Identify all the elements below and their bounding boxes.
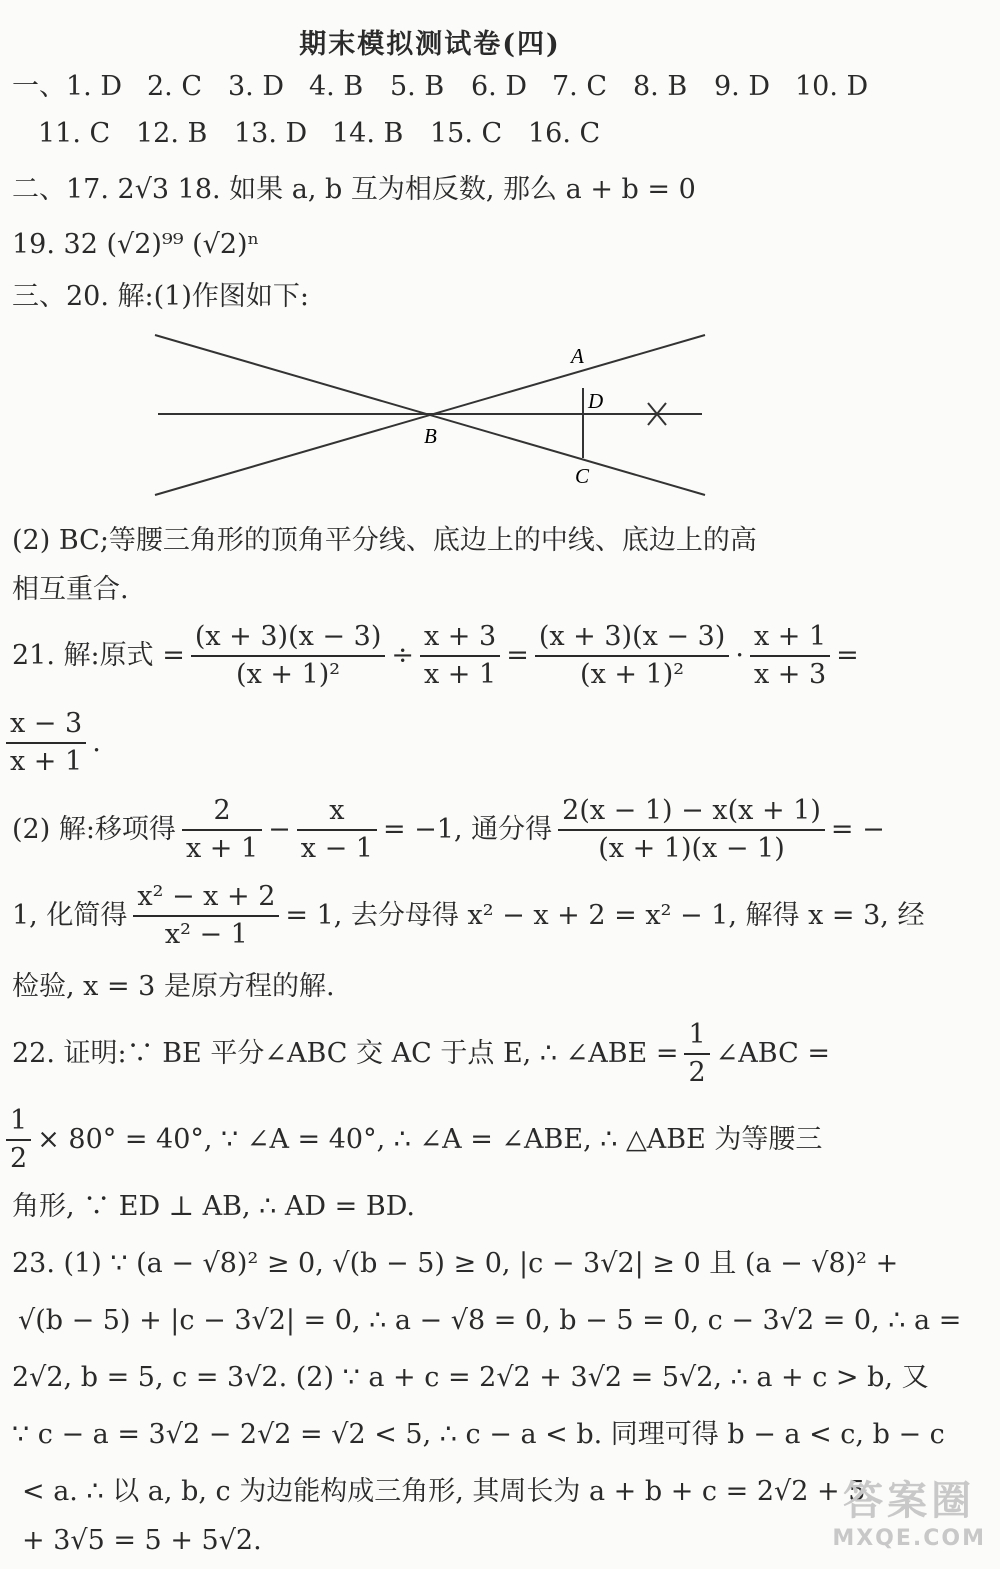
denominator: (x + 1)(x − 1) [598, 833, 785, 864]
fraction-half [684, 1017, 709, 1091]
answer: 9. D [714, 71, 770, 102]
answer: 2. C [147, 71, 203, 102]
answer: 13. D [234, 118, 308, 149]
operator: ÷ [391, 640, 414, 671]
answer: 15. C [430, 118, 503, 149]
answer: 5. B [390, 71, 445, 102]
fraction [6, 706, 86, 780]
q21-prefix: 21. 解:原式 = [12, 640, 185, 671]
q22-line3: 角形, ∵ ED ⊥ AB, ∴ AD = BD. [12, 1191, 415, 1222]
numerator: 1 [684, 1017, 709, 1055]
operator: = [506, 640, 529, 671]
label-b: B [424, 424, 437, 448]
operator: − [268, 814, 291, 845]
answer: 6. D [471, 71, 527, 102]
numerator: x² − x + 2 [133, 879, 279, 917]
q23-line1: 23. (1) ∵ (a − √8)² ≥ 0, √(b − 5) ≥ 0, |c − 3√2| ≥ 0 且 (a − √8)² + [12, 1248, 899, 1279]
q23-line3: 2√2, b = 5, c = 3√2. (2) ∵ a + c = 2√2 + 3√2 = 5√2, ∴ a + c > b, 又 [12, 1362, 929, 1393]
numerator: (x + 3)(x − 3) [535, 619, 730, 657]
q21-line1 [12, 620, 859, 692]
q23-line2: √(b − 5) + |c − 3√2| = 0, ∴ a − √8 = 0, b − 5 = 0, c − 3√2 = 0, ∴ a = [18, 1305, 962, 1336]
period: . [92, 727, 101, 758]
page-title: 期末模拟测试卷(四) [299, 29, 561, 60]
numerator: 2(x − 1) − x(x + 1) [558, 793, 825, 831]
answer: 12. B [136, 118, 208, 149]
denominator: x + 3 [753, 659, 827, 690]
q21-p2-prefix: (2) 解:移项得 [12, 814, 176, 845]
numerator: x [297, 793, 377, 831]
q22-line2 [6, 1104, 822, 1176]
answer: 7. C [552, 71, 608, 102]
watermark-url: MXQE.COM [832, 1526, 986, 1551]
q21-p2-mid: = −1, 通分得 [382, 814, 553, 845]
q21-result [6, 707, 101, 779]
watermark-logo: 答案圈 [843, 1478, 976, 1524]
denominator: 2 [688, 1057, 706, 1088]
answer: 3. D [228, 71, 284, 102]
numerator: 2 [182, 793, 262, 831]
answer: 10. D [795, 71, 869, 102]
fraction [420, 619, 500, 693]
section1-prefix: 一、 [12, 71, 66, 102]
denominator: x + 1 [10, 746, 83, 777]
denominator: 2 [10, 1143, 28, 1174]
section1-row1 [12, 70, 868, 104]
fraction [182, 793, 262, 867]
denominator: (x + 1)² [236, 659, 341, 690]
answer: 11. C [38, 118, 111, 149]
q21-p2-end: = − [830, 814, 885, 845]
fraction [191, 619, 386, 693]
answer: 4. B [309, 71, 364, 102]
answer: 1. D [66, 71, 122, 102]
q20-intro: 三、20. 解:(1)作图如下: [12, 281, 309, 312]
answer: 16. C [528, 118, 601, 149]
fraction-half [6, 1103, 31, 1177]
denominator: (x + 1)² [580, 659, 685, 690]
q21-part2-line1 [12, 794, 885, 866]
numerator: x − 3 [6, 706, 86, 744]
label-a: A [571, 344, 584, 368]
numerator: x + 3 [420, 619, 500, 657]
q21-part2-line3: 检验, x = 3 是原方程的解. [12, 971, 335, 1002]
fraction [535, 619, 730, 693]
q23-line5: < a. ∴ 以 a, b, c 为边能构成三角形, 其周长为 a + b + c = 2√2 + 5 [22, 1476, 866, 1507]
answer: 8. B [633, 71, 688, 102]
numerator: 1 [6, 1103, 31, 1141]
q20-part2-line2: 相互重合. [12, 574, 129, 605]
label-c: C [575, 464, 590, 488]
q22-l1-text: 22. 证明:∵ BE 平分∠ABC 交 AC 于点 E, ∴ ∠ABE = [12, 1038, 679, 1069]
numerator: (x + 3)(x − 3) [191, 619, 386, 657]
section1-row2 [12, 117, 600, 151]
fraction [133, 879, 279, 953]
section2-line1: 二、17. 2√3 18. 如果 a, b 互为相反数, 那么 a + b = 0 [12, 174, 696, 205]
denominator: x − 1 [300, 833, 373, 864]
watermark [832, 1469, 986, 1551]
denominator: x + 1 [185, 833, 259, 864]
q23-line4: ∵ c − a = 3√2 − 2√2 = √2 < 5, ∴ c − a < b. 同理可得 b − a < c, b − c [12, 1419, 945, 1450]
denominator: x² − 1 [164, 919, 248, 950]
q22-l1-end: ∠ABC = [715, 1038, 830, 1069]
q21-p3-prefix: 1, 化简得 [12, 900, 128, 931]
label-d: D [588, 389, 604, 413]
q22-l2-rest: × 80° = 40°, ∵ ∠A = 40°, ∴ ∠A = ∠ABE, ∴ △ABE 为等腰三 [37, 1124, 823, 1155]
fraction [750, 619, 830, 693]
operator: = [836, 640, 859, 671]
q23-line6: + 3√5 = 5 + 5√2. [22, 1525, 262, 1556]
numerator: x + 1 [750, 619, 830, 657]
section2-line2: 19. 32 (√2)⁹⁹ (√2)ⁿ [12, 229, 260, 260]
fraction [297, 793, 377, 867]
fraction [558, 793, 825, 867]
construction-figure [150, 325, 720, 500]
answer: 14. B [332, 118, 404, 149]
q21-p3-rest: = 1, 去分母得 x² − x + 2 = x² − 1, 解得 x = 3, 经 [285, 900, 925, 931]
q20-part2-line1: (2) BC;等腰三角形的顶角平分线、底边上的中线、底边上的高 [12, 525, 757, 556]
q21-part2-line2 [12, 880, 924, 952]
denominator: x + 1 [423, 659, 497, 690]
q22-line1 [12, 1018, 830, 1090]
operator: · [735, 640, 744, 671]
